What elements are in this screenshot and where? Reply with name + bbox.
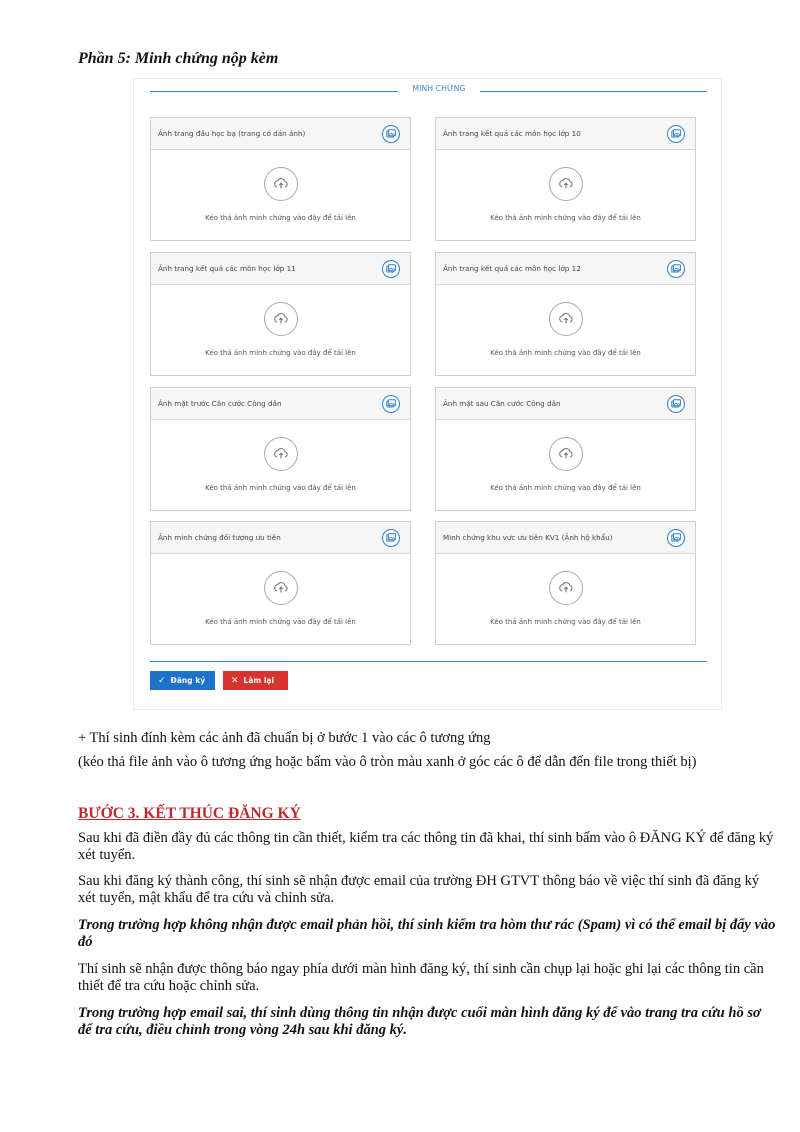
upload-dropzone-button[interactable]: [264, 571, 298, 605]
drop-hint: Kéo thả ảnh minh chứng vào đây để tải lên: [205, 618, 356, 626]
section-title: Phần 5: Minh chứng nộp kèm: [78, 50, 279, 67]
card-header: [436, 522, 695, 554]
browse-file-button[interactable]: [667, 529, 685, 547]
upload-card[interactable]: [150, 252, 411, 376]
drop-hint: Kéo thả ảnh minh chứng vào đây để tải lên: [490, 618, 641, 626]
drop-hint: Kéo thả ảnh minh chứng vào đây để tải lên: [205, 349, 356, 357]
legend-line-left: [150, 91, 398, 92]
paragraph-success: Sau khi đăng ký thành công, thí sinh sẽ nhận được email của trường ĐH GTVT thông báo về việc thí sinh đã đăng ký xét tuyển, mật khẩu để tra cứu và chỉnh sửa.: [78, 873, 760, 906]
paragraph-finish: Sau khi đã điền đầy đủ các thông tin cần thiết, kiểm tra các thông tin đã khai, thí sinh bấm vào ô ĐĂNG KÝ để đăng ký xét tuyển.: [78, 830, 774, 863]
card-header: [436, 253, 695, 285]
card-header: [436, 118, 695, 150]
browse-file-button[interactable]: [382, 125, 400, 143]
card-title: Ảnh trang kết quả các môn học lớp 10: [443, 129, 581, 138]
card-header: [151, 253, 410, 285]
upload-dropzone-button[interactable]: [264, 302, 298, 336]
upload-dropzone-button[interactable]: [549, 437, 583, 471]
reset-label: Làm lại: [243, 676, 275, 685]
card-title: Ảnh mặt sau Căn cước Công dân: [443, 399, 561, 408]
upload-card[interactable]: [150, 117, 411, 241]
upload-dropzone-button[interactable]: [549, 571, 583, 605]
browse-file-button[interactable]: [382, 260, 400, 278]
browse-file-button[interactable]: [382, 395, 400, 413]
paragraph-wrong-email: Trong trường hợp email sai, thí sinh dùng thông tin nhận được cuối màn hình đăng ký để vào trang tra cứu hồ sơ để tra cứu, điều chỉnh trong vòng 24h sau khi đăng ký.: [78, 1005, 761, 1038]
drop-hint: Kéo thả ảnh minh chứng vào đây để tải lên: [205, 214, 356, 222]
submit-button[interactable]: [150, 671, 215, 690]
paragraph-notification: Thí sinh sẽ nhận được thông báo ngay phía dưới màn hình đăng ký, thí sinh cần chụp lại hoặc ghi lại các thông tin cần thiết để tra cứu hoặc chỉnh sửa.: [78, 961, 764, 994]
upload-dropzone-button[interactable]: [549, 167, 583, 201]
browse-file-button[interactable]: [382, 529, 400, 547]
browse-file-button[interactable]: [667, 395, 685, 413]
browse-file-button[interactable]: [667, 125, 685, 143]
upload-card[interactable]: [435, 521, 696, 645]
legend-label: MINH CHỨNG: [412, 84, 466, 93]
paragraph-spam-note: Trong trường hợp không nhận được email phản hồi, thí sinh kiểm tra hòm thư rác (Spam) vì có thể email bị đẩy vào đó: [78, 917, 776, 950]
drop-hint: Kéo thả ảnh minh chứng vào đây để tải lên: [490, 214, 641, 222]
upload-card[interactable]: [435, 252, 696, 376]
upload-dropzone-button[interactable]: [264, 167, 298, 201]
reset-button[interactable]: [223, 671, 288, 690]
upload-card[interactable]: [435, 117, 696, 241]
evidence-legend: [150, 83, 707, 99]
upload-card[interactable]: [150, 521, 411, 645]
card-title: Ảnh trang kết quả các môn học lớp 12: [443, 264, 581, 273]
paragraph-attach: + Thí sinh đính kèm các ảnh đã chuẩn bị ở bước 1 vào các ô tương ứng: [78, 730, 491, 746]
browse-file-button[interactable]: [667, 260, 685, 278]
card-title: Ảnh minh chứng đối tượng ưu tiên: [158, 533, 281, 542]
card-title: Ảnh trang đầu học bạ (trang có dán ảnh): [158, 129, 306, 138]
drop-hint: Kéo thả ảnh minh chứng vào đây để tải lên: [490, 349, 641, 357]
card-header: [151, 388, 410, 420]
step3-heading: BƯỚC 3. KẾT THÚC ĐĂNG KÝ: [78, 805, 301, 822]
card-header: [151, 522, 410, 554]
divider: [150, 661, 707, 662]
evidence-panel: [133, 78, 722, 710]
upload-dropzone-button[interactable]: [549, 302, 583, 336]
card-title: Ảnh trang kết quả các môn học lớp 11: [158, 264, 296, 273]
upload-card[interactable]: [435, 387, 696, 511]
submit-label: Đăng ký: [170, 676, 206, 685]
upload-dropzone-button[interactable]: [264, 437, 298, 471]
check-icon: ✓: [158, 675, 166, 686]
legend-line-right: [480, 91, 707, 92]
drop-hint: Kéo thả ảnh minh chứng vào đây để tải lên: [205, 484, 356, 492]
drop-hint: Kéo thả ảnh minh chứng vào đây để tải lên: [490, 484, 641, 492]
card-header: [151, 118, 410, 150]
card-title: Ảnh mặt trước Căn cước Công dân: [158, 399, 282, 408]
close-icon: ✕: [231, 675, 239, 686]
paragraph-drag-hint: (kéo thả file ảnh vào ô tương ứng hoặc bấm vào ô tròn màu xanh ở góc các ô để dẫn đến file trong thiết bị): [78, 754, 697, 770]
card-title: Minh chứng khu vực ưu tiên KV1 (Ảnh hộ khẩu): [443, 533, 613, 542]
card-header: [436, 388, 695, 420]
upload-card[interactable]: [150, 387, 411, 511]
